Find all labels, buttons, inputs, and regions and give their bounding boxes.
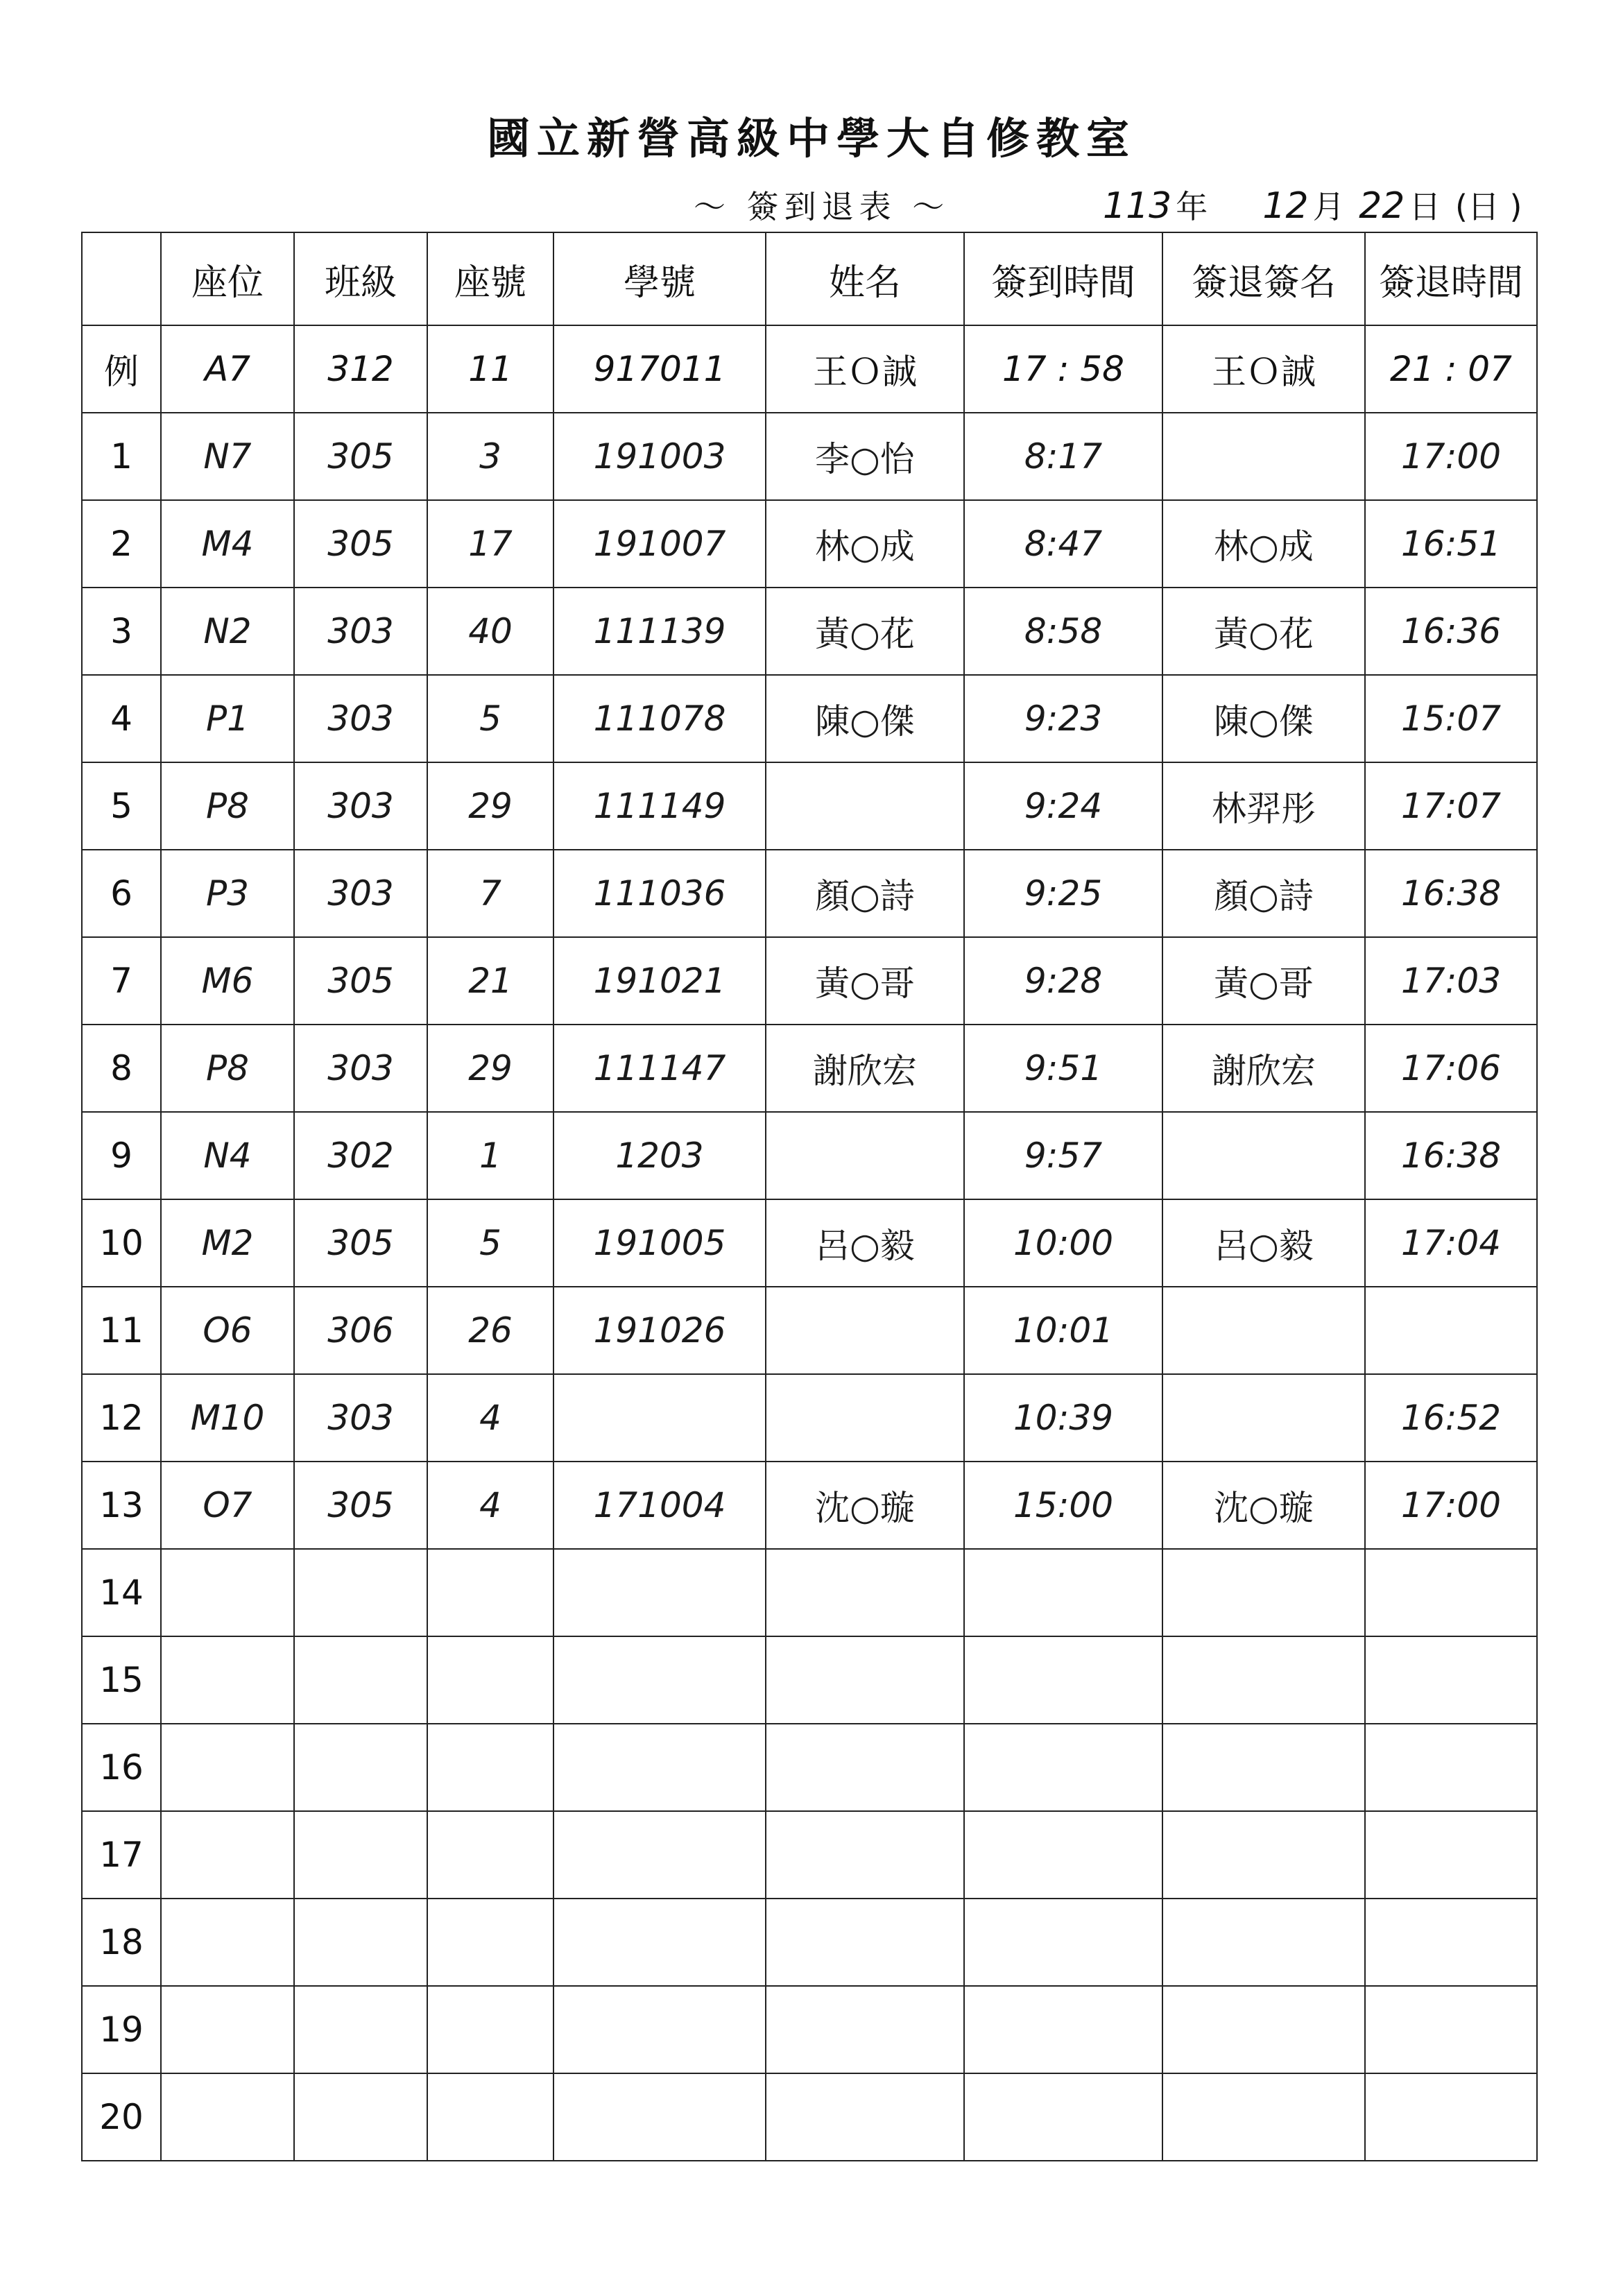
cell-name: 沈○璇 bbox=[766, 1462, 964, 1549]
cell-in-time: 9:57 bbox=[964, 1112, 1162, 1199]
cell-seat-number bbox=[427, 1724, 553, 1811]
cell-class: 303 bbox=[294, 762, 427, 850]
cell-out-signature: 林○成 bbox=[1162, 500, 1365, 588]
sign-in-table bbox=[81, 232, 1538, 2161]
cell-out-signature bbox=[1162, 1549, 1365, 1636]
cell-class: 306 bbox=[294, 1287, 427, 1374]
form-title: 國立新營高級中學大自修教室 bbox=[486, 113, 1136, 164]
header-corner bbox=[82, 232, 161, 325]
cell-in-time: 9:24 bbox=[964, 762, 1162, 850]
cell-class bbox=[294, 2073, 427, 2161]
header-seat-number: 座號 bbox=[427, 232, 553, 325]
cell-out-time: 17:06 bbox=[1365, 1025, 1537, 1112]
cell-name: 顏○詩 bbox=[766, 850, 964, 937]
cell-in-time bbox=[964, 1986, 1162, 2073]
table-row bbox=[82, 850, 1537, 937]
row-number: 8 bbox=[82, 1025, 161, 1112]
cell-student-id bbox=[553, 1899, 766, 1986]
example-out-time: 21 : 07 bbox=[1365, 325, 1537, 413]
cell-name: 李○怡 bbox=[766, 413, 964, 500]
cell-name bbox=[766, 2073, 964, 2161]
cell-out-time bbox=[1365, 1287, 1537, 1374]
cell-seat-number: 1 bbox=[427, 1112, 553, 1199]
cell-seat bbox=[161, 1899, 294, 1986]
cell-out-signature: 林羿彤 bbox=[1162, 762, 1365, 850]
cell-out-time: 16:52 bbox=[1365, 1374, 1537, 1462]
cell-in-time: 8:17 bbox=[964, 413, 1162, 500]
cell-out-signature bbox=[1162, 2073, 1365, 2161]
cell-seat-number bbox=[427, 2073, 553, 2161]
cell-class: 303 bbox=[294, 1025, 427, 1112]
row-number: 1 bbox=[82, 413, 161, 500]
cell-out-time bbox=[1365, 1811, 1537, 1899]
table-row bbox=[82, 762, 1537, 850]
cell-seat bbox=[161, 1724, 294, 1811]
date-year: 113 bbox=[1103, 185, 1172, 227]
form-subtitle: ～ 簽到退表 ～ bbox=[694, 188, 950, 225]
cell-in-time: 9:28 bbox=[964, 937, 1162, 1025]
cell-out-signature bbox=[1162, 1374, 1365, 1462]
cell-seat-number: 21 bbox=[427, 937, 553, 1025]
cell-seat-number: 17 bbox=[427, 500, 553, 588]
cell-name bbox=[766, 1811, 964, 1899]
example-seat: A7 bbox=[161, 325, 294, 413]
cell-class bbox=[294, 1636, 427, 1724]
cell-student-id: 1203 bbox=[553, 1112, 766, 1199]
row-number: 6 bbox=[82, 850, 161, 937]
cell-out-signature: 黃○花 bbox=[1162, 588, 1365, 675]
cell-seat: O7 bbox=[161, 1462, 294, 1549]
cell-in-time: 9:25 bbox=[964, 850, 1162, 937]
cell-out-time: 16:38 bbox=[1365, 1112, 1537, 1199]
cell-in-time bbox=[964, 2073, 1162, 2161]
cell-out-time: 17:04 bbox=[1365, 1199, 1537, 1287]
cell-student-id: 171004 bbox=[553, 1462, 766, 1549]
header-student-id: 學號 bbox=[553, 232, 766, 325]
row-number: 18 bbox=[82, 1899, 161, 1986]
cell-in-time: 10:01 bbox=[964, 1287, 1162, 1374]
cell-student-id: 191003 bbox=[553, 413, 766, 500]
table-row bbox=[82, 1462, 1537, 1549]
cell-seat: M2 bbox=[161, 1199, 294, 1287]
cell-name bbox=[766, 1636, 964, 1724]
cell-seat bbox=[161, 1549, 294, 1636]
row-number: 16 bbox=[82, 1724, 161, 1811]
cell-name bbox=[766, 762, 964, 850]
cell-out-time: 16:38 bbox=[1365, 850, 1537, 937]
cell-in-time: 8:47 bbox=[964, 500, 1162, 588]
cell-out-time: 16:36 bbox=[1365, 588, 1537, 675]
cell-in-time bbox=[964, 1899, 1162, 1986]
cell-out-signature: 謝欣宏 bbox=[1162, 1025, 1365, 1112]
cell-student-id: 111078 bbox=[553, 675, 766, 762]
cell-name: 呂○毅 bbox=[766, 1199, 964, 1287]
cell-class: 305 bbox=[294, 1462, 427, 1549]
cell-name: 林○成 bbox=[766, 500, 964, 588]
cell-name bbox=[766, 1724, 964, 1811]
table-row bbox=[82, 1549, 1537, 1636]
cell-class: 305 bbox=[294, 1199, 427, 1287]
cell-student-id bbox=[553, 1811, 766, 1899]
table-row bbox=[82, 675, 1537, 762]
cell-seat: N7 bbox=[161, 413, 294, 500]
cell-in-time: 15:00 bbox=[964, 1462, 1162, 1549]
cell-seat-number bbox=[427, 1549, 553, 1636]
cell-seat-number: 4 bbox=[427, 1374, 553, 1462]
table-row bbox=[82, 500, 1537, 588]
cell-class: 303 bbox=[294, 675, 427, 762]
cell-class bbox=[294, 1724, 427, 1811]
row-number: 10 bbox=[82, 1199, 161, 1287]
cell-name bbox=[766, 1374, 964, 1462]
table-row bbox=[82, 1025, 1537, 1112]
cell-in-time bbox=[964, 1636, 1162, 1724]
row-number: 14 bbox=[82, 1549, 161, 1636]
table-row bbox=[82, 1636, 1537, 1724]
cell-out-time: 17:03 bbox=[1365, 937, 1537, 1025]
table-row bbox=[82, 2073, 1537, 2161]
date-year-unit: 年 bbox=[1176, 188, 1208, 225]
cell-seat bbox=[161, 1811, 294, 1899]
cell-name bbox=[766, 1549, 964, 1636]
cell-in-time: 9:23 bbox=[964, 675, 1162, 762]
example-number: 11 bbox=[427, 325, 553, 413]
cell-student-id: 191026 bbox=[553, 1287, 766, 1374]
table-row bbox=[82, 413, 1537, 500]
cell-seat-number: 26 bbox=[427, 1287, 553, 1374]
cell-name bbox=[766, 1899, 964, 1986]
header-name: 姓名 bbox=[766, 232, 964, 325]
cell-out-signature bbox=[1162, 1636, 1365, 1724]
table-row bbox=[82, 1899, 1537, 1986]
row-number: 12 bbox=[82, 1374, 161, 1462]
cell-seat-number bbox=[427, 1811, 553, 1899]
cell-student-id: 111149 bbox=[553, 762, 766, 850]
cell-student-id: 111147 bbox=[553, 1025, 766, 1112]
cell-out-signature bbox=[1162, 1724, 1365, 1811]
cell-seat-number: 7 bbox=[427, 850, 553, 937]
cell-out-time: 17:07 bbox=[1365, 762, 1537, 850]
cell-class: 303 bbox=[294, 588, 427, 675]
cell-seat-number bbox=[427, 1986, 553, 2073]
example-student-id: 917011 bbox=[553, 325, 766, 413]
date-month-unit: 月 bbox=[1312, 188, 1345, 225]
cell-in-time: 8:58 bbox=[964, 588, 1162, 675]
cell-seat: P3 bbox=[161, 850, 294, 937]
cell-out-time: 17:00 bbox=[1365, 413, 1537, 500]
table-row bbox=[82, 937, 1537, 1025]
date-weekday: (日 ) bbox=[1454, 188, 1522, 225]
cell-name: 黃○花 bbox=[766, 588, 964, 675]
row-number: 7 bbox=[82, 937, 161, 1025]
cell-in-time bbox=[964, 1811, 1162, 1899]
cell-out-signature: 顏○詩 bbox=[1162, 850, 1365, 937]
cell-seat-number: 4 bbox=[427, 1462, 553, 1549]
header-row bbox=[82, 232, 1537, 325]
cell-out-signature: 黃○哥 bbox=[1162, 937, 1365, 1025]
cell-out-signature bbox=[1162, 1899, 1365, 1986]
cell-student-id: 191021 bbox=[553, 937, 766, 1025]
header-sign-out-signature: 簽退簽名 bbox=[1162, 232, 1365, 325]
cell-out-time bbox=[1365, 1549, 1537, 1636]
cell-student-id bbox=[553, 1374, 766, 1462]
example-out-sign: 王Ｏ誠 bbox=[1162, 325, 1365, 413]
cell-student-id: 191007 bbox=[553, 500, 766, 588]
date-day-unit: 日 bbox=[1409, 188, 1441, 225]
row-number: 20 bbox=[82, 2073, 161, 2161]
cell-student-id: 111036 bbox=[553, 850, 766, 937]
cell-out-time bbox=[1365, 2073, 1537, 2161]
cell-class: 303 bbox=[294, 850, 427, 937]
header-sign-in-time: 簽到時間 bbox=[964, 232, 1162, 325]
cell-seat: M10 bbox=[161, 1374, 294, 1462]
cell-class: 305 bbox=[294, 413, 427, 500]
table-row bbox=[82, 1986, 1537, 2073]
cell-seat-number: 40 bbox=[427, 588, 553, 675]
cell-student-id bbox=[553, 1636, 766, 1724]
row-number: 4 bbox=[82, 675, 161, 762]
cell-out-time bbox=[1365, 1636, 1537, 1724]
cell-seat bbox=[161, 2073, 294, 2161]
header-class: 班級 bbox=[294, 232, 427, 325]
cell-name: 黃○哥 bbox=[766, 937, 964, 1025]
cell-out-time bbox=[1365, 1899, 1537, 1986]
cell-class bbox=[294, 1899, 427, 1986]
row-number: 15 bbox=[82, 1636, 161, 1724]
header-sign-out-time: 簽退時間 bbox=[1365, 232, 1537, 325]
cell-class: 302 bbox=[294, 1112, 427, 1199]
cell-seat: P1 bbox=[161, 675, 294, 762]
cell-seat bbox=[161, 1636, 294, 1724]
cell-seat: N2 bbox=[161, 588, 294, 675]
cell-out-signature bbox=[1162, 413, 1365, 500]
row-number: 17 bbox=[82, 1811, 161, 1899]
cell-seat-number: 29 bbox=[427, 1025, 553, 1112]
cell-class: 303 bbox=[294, 1374, 427, 1462]
row-number: 13 bbox=[82, 1462, 161, 1549]
date-day: 22 bbox=[1359, 185, 1405, 227]
row-number: 19 bbox=[82, 1986, 161, 2073]
cell-in-time bbox=[964, 1549, 1162, 1636]
cell-class bbox=[294, 1986, 427, 2073]
cell-seat: P8 bbox=[161, 762, 294, 850]
example-row bbox=[82, 325, 1537, 413]
example-in-time: 17 : 58 bbox=[964, 325, 1162, 413]
header-seat: 座位 bbox=[161, 232, 294, 325]
cell-student-id bbox=[553, 1549, 766, 1636]
cell-out-signature bbox=[1162, 1986, 1365, 2073]
cell-seat-number bbox=[427, 1899, 553, 1986]
cell-seat-number: 3 bbox=[427, 413, 553, 500]
cell-out-signature bbox=[1162, 1287, 1365, 1374]
cell-class: 305 bbox=[294, 500, 427, 588]
row-number: 2 bbox=[82, 500, 161, 588]
cell-name: 陳○傑 bbox=[766, 675, 964, 762]
cell-in-time: 10:39 bbox=[964, 1374, 1162, 1462]
row-number: 5 bbox=[82, 762, 161, 850]
example-label: 例 bbox=[82, 325, 161, 413]
table-row bbox=[82, 1287, 1537, 1374]
row-number: 9 bbox=[82, 1112, 161, 1199]
cell-seat: N4 bbox=[161, 1112, 294, 1199]
cell-student-id: 111139 bbox=[553, 588, 766, 675]
cell-out-time bbox=[1365, 1724, 1537, 1811]
cell-out-signature bbox=[1162, 1811, 1365, 1899]
cell-seat-number: 5 bbox=[427, 1199, 553, 1287]
cell-class bbox=[294, 1811, 427, 1899]
cell-name bbox=[766, 1112, 964, 1199]
row-number: 11 bbox=[82, 1287, 161, 1374]
cell-seat-number: 29 bbox=[427, 762, 553, 850]
cell-out-signature: 呂○毅 bbox=[1162, 1199, 1365, 1287]
cell-class bbox=[294, 1549, 427, 1636]
cell-student-id bbox=[553, 1986, 766, 2073]
table-row bbox=[82, 1374, 1537, 1462]
example-class: 312 bbox=[294, 325, 427, 413]
row-number: 3 bbox=[82, 588, 161, 675]
cell-class: 305 bbox=[294, 937, 427, 1025]
cell-seat: O6 bbox=[161, 1287, 294, 1374]
cell-name bbox=[766, 1287, 964, 1374]
cell-out-time: 17:00 bbox=[1365, 1462, 1537, 1549]
cell-out-signature: 沈○璇 bbox=[1162, 1462, 1365, 1549]
cell-seat: P8 bbox=[161, 1025, 294, 1112]
cell-out-time: 15:07 bbox=[1365, 675, 1537, 762]
table-row bbox=[82, 588, 1537, 675]
form-date bbox=[1103, 182, 1527, 228]
table-row bbox=[82, 1724, 1537, 1811]
date-month: 12 bbox=[1262, 185, 1309, 227]
cell-seat: M4 bbox=[161, 500, 294, 588]
example-name: 王Ｏ誠 bbox=[766, 325, 964, 413]
cell-in-time: 9:51 bbox=[964, 1025, 1162, 1112]
cell-seat-number bbox=[427, 1636, 553, 1724]
cell-seat: M6 bbox=[161, 937, 294, 1025]
table-row bbox=[82, 1199, 1537, 1287]
table-row bbox=[82, 1112, 1537, 1199]
cell-out-signature bbox=[1162, 1112, 1365, 1199]
cell-out-time: 16:51 bbox=[1365, 500, 1537, 588]
cell-out-time bbox=[1365, 1986, 1537, 2073]
cell-student-id bbox=[553, 1724, 766, 1811]
cell-student-id: 191005 bbox=[553, 1199, 766, 1287]
cell-name bbox=[766, 1986, 964, 2073]
cell-name: 謝欣宏 bbox=[766, 1025, 964, 1112]
cell-in-time bbox=[964, 1724, 1162, 1811]
cell-out-signature: 陳○傑 bbox=[1162, 675, 1365, 762]
cell-seat bbox=[161, 1986, 294, 2073]
cell-student-id bbox=[553, 2073, 766, 2161]
table-row bbox=[82, 1811, 1537, 1899]
cell-in-time: 10:00 bbox=[964, 1199, 1162, 1287]
cell-seat-number: 5 bbox=[427, 675, 553, 762]
